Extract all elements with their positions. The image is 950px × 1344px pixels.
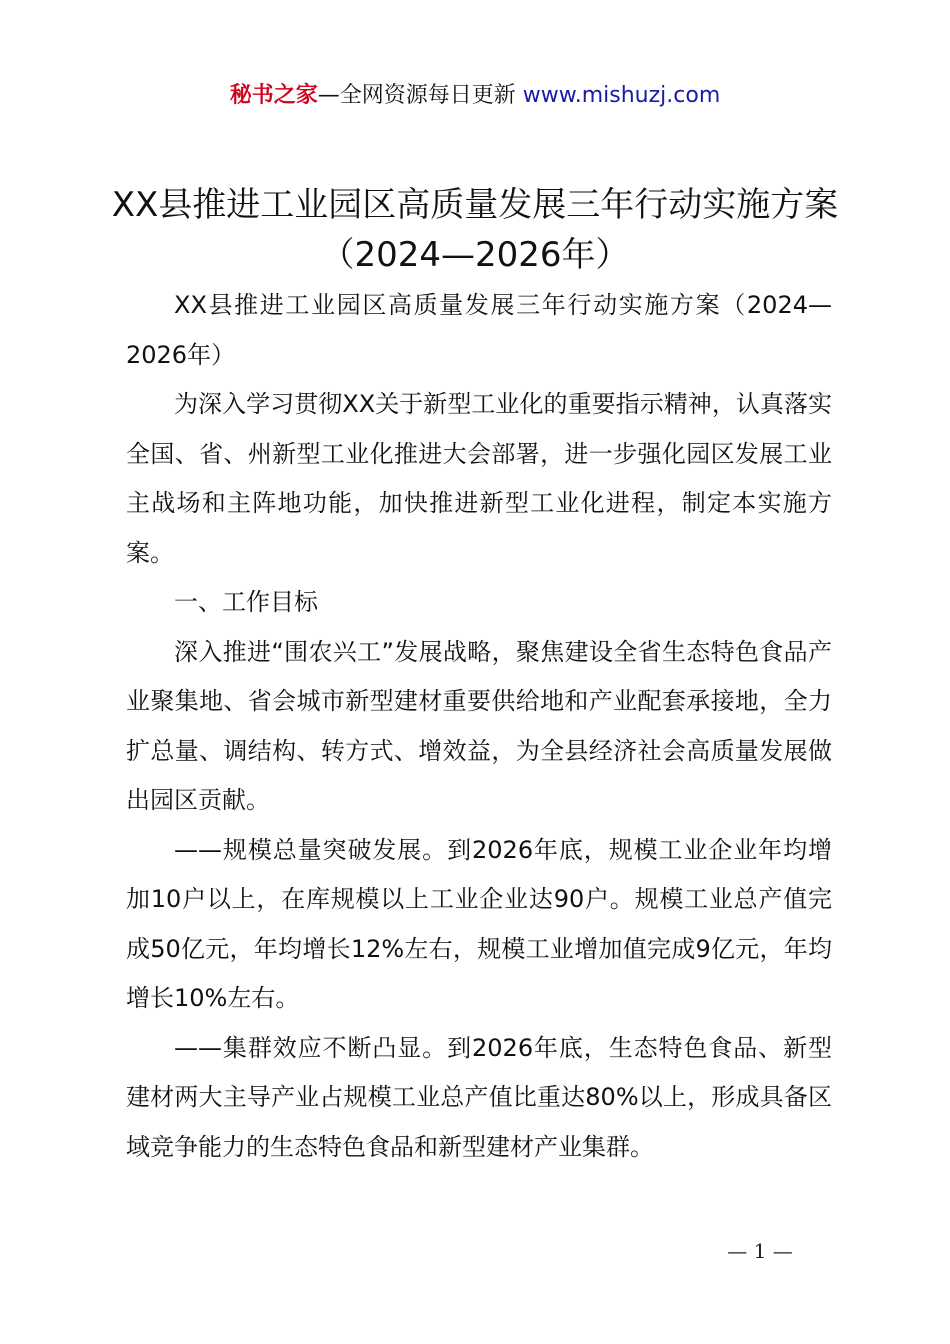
paragraph-scale-goal: ——规模总量突破发展。到2026年底，规模工业企业年均增加10户以上，在库规模以上工业企业达90户。规模工业总产值完成50亿元，年均增长12%左右，规模工业增加值完成9亿元，年均增长10%左右。 — [126, 835, 832, 1012]
paragraph-cluster-goal: ——集群效应不断凸显。到2026年底，生态特色食品、新型建材两大主导产业占规模工业总产值比重达80%以上，形成具备区域竞争能力的生态特色食品和新型建材产业集群。 — [126, 1033, 832, 1161]
site-brand: 秘书之家 — [229, 83, 318, 108]
document-body — [126, 281, 832, 1172]
document-title: XX县推进工业园区高质量发展三年行动实施方案（2024—2026年） — [111, 185, 839, 275]
site-header — [0, 80, 950, 112]
paragraph-strategy: 深入推进“围农兴工”发展战略，聚焦建设全省生态特色食品产业聚集地、省会城市新型建材重要供给地和产业配套承接地，全力扩总量、调结构、转方式、增效益，为全县经济社会高质量发展做出园区贡献。 — [126, 637, 832, 814]
paragraph-intro: 为深入学习贯彻XX关于新型工业化的重要指示精神，认真落实全国、省、州新型工业化推进大会部署，进一步强化园区发展工业主战场和主阵地功能，加快推进新型工业化进程，制定本实施方案。 — [126, 390, 832, 567]
site-url-link[interactable]: www.mishuzj.com — [522, 83, 721, 108]
section-heading-goals: 一、工作目标 — [174, 588, 318, 616]
page-number: — 1 — — [727, 1239, 793, 1263]
paragraph-subtitle: XX县推进工业园区高质量发展三年行动实施方案（2024—2026年） — [126, 291, 832, 369]
site-tagline: —全网资源每日更新 — [317, 83, 516, 108]
